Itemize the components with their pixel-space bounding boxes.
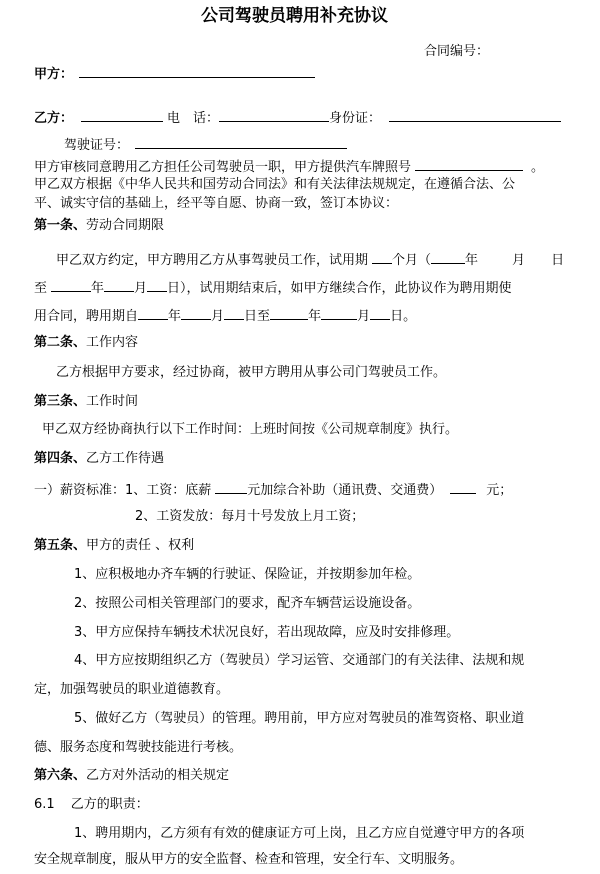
- base-salary-blank[interactable]: [215, 480, 247, 494]
- term-start-month-blank[interactable]: [181, 306, 211, 320]
- intro-line-2: 甲乙双方根据《中华人民共和国劳动合同法》和有关法律法规规定，在遵循合法、公: [34, 177, 516, 192]
- phone-label: 电 话：: [167, 111, 220, 126]
- article-6-item-1b: 安全规章制度，服从甲方的安全监督、检查和管理，安全行车、文明服务。: [34, 852, 464, 867]
- article-6-sub-heading: 6.1 乙方的职责：: [34, 797, 149, 812]
- intro-line-1: 甲方审核同意聘用乙方担任公司驾驶员一职，甲方提供汽车牌照号 。: [34, 157, 544, 176]
- article-6-item-1a: 1、聘用期内，乙方须有有效的健康证方可上岗，且乙方应自觉遵守甲方的各项: [74, 826, 525, 841]
- article-4-heading: 第四条、乙方工作待遇: [34, 451, 165, 466]
- article-5-item-5a: 5、做好乙方（驾驶员）的管理。聘用前，甲方应对驾驶员的准驾资格、职业道: [74, 711, 525, 726]
- article-5-item-4b: 定，加强驾驶员的职业道德教育。: [34, 682, 230, 697]
- license-row: [64, 135, 347, 154]
- article-6-heading: 第六条、乙方对外活动的相关规定: [34, 768, 230, 783]
- term-start-day-blank[interactable]: [224, 306, 244, 320]
- contract-number-label: 合同编号：: [424, 44, 490, 59]
- license-blank[interactable]: [135, 135, 347, 149]
- article-5-item-4a: 4、甲方应按期组织乙方（驾驶员）学习运管、交通部门的有关法律、法规和规: [74, 653, 525, 668]
- phone-blank[interactable]: [219, 108, 329, 122]
- article-2-text: 乙方根据甲方要求，经过协商，被甲方聘用从事公司门驾驶员工作。: [56, 365, 447, 380]
- article-2-heading: 第二条、工作内容: [34, 335, 139, 350]
- id-card-label: 身份证：: [329, 111, 382, 126]
- party-b-label: 乙方：: [34, 111, 74, 126]
- intro-line-3: 平、诚实守信的基础上，经平等自愿、协商一致，签订本协议：: [34, 196, 399, 211]
- article-3-heading: 第三条、工作时间: [34, 394, 139, 409]
- allowance-blank[interactable]: [450, 480, 476, 494]
- article-1-heading: 第一条、劳动合同期限: [34, 218, 165, 233]
- end-year-blank[interactable]: [51, 278, 91, 292]
- article-1-line-3: 用合同，聘用期自 年 月 日至 年 月 日。: [34, 306, 416, 325]
- party-b-name-blank[interactable]: [81, 108, 163, 122]
- article-5-item-2: 2、按照公司相关管理部门的要求，配齐车辆营运设施设备。: [74, 596, 421, 611]
- plate-number-blank[interactable]: [415, 157, 523, 171]
- article-3-text: 甲乙双方经协商执行以下工作时间：上班时间按《公司规章制度》执行。: [42, 422, 459, 437]
- article-1-line-1: 甲乙双方约定，甲方聘用乙方从事驾驶员工作，试用期 个月（ 年 月 日: [56, 250, 564, 269]
- article-1-line-2: 至 年 月 日），试用期结束后，如甲方继续合作，此协议作为聘用期使: [34, 278, 512, 297]
- term-end-day-blank[interactable]: [370, 306, 390, 320]
- id-card-blank[interactable]: [389, 108, 561, 122]
- article-5-item-1: 1、应积极地办齐车辆的行驶证、保险证，并按期参加年检。: [74, 567, 421, 582]
- salary-payment-line: 2、工资发放：每月十号发放上月工资；: [135, 509, 365, 524]
- party-a-blank[interactable]: [79, 64, 315, 78]
- document-title: 公司驾驶员聘用补充协议: [201, 6, 388, 26]
- end-day-blank[interactable]: [147, 278, 167, 292]
- end-month-blank[interactable]: [104, 278, 134, 292]
- party-a-row: [34, 64, 315, 83]
- article-5-item-3: 3、甲方应保持车辆技术状况良好，若出现故障，应及时安排修理。: [74, 625, 460, 640]
- salary-line: 一）薪资标准：1、工资：底薪 元加综合补助（通讯费、交通费） 元；: [34, 480, 512, 499]
- term-start-year-blank[interactable]: [138, 306, 168, 320]
- article-5-item-5b: 德、服务态度和驾驶技能进行考核。: [34, 740, 243, 755]
- license-label: 驾驶证号：: [64, 138, 130, 153]
- article-5-heading: 第五条、甲方的责任 、权利: [34, 538, 195, 553]
- party-b-row: [34, 108, 561, 127]
- term-end-month-blank[interactable]: [321, 306, 357, 320]
- term-end-year-blank[interactable]: [270, 306, 308, 320]
- start-year-blank[interactable]: [431, 250, 465, 264]
- party-a-label: 甲方：: [34, 67, 74, 82]
- probation-months-blank[interactable]: [372, 250, 392, 264]
